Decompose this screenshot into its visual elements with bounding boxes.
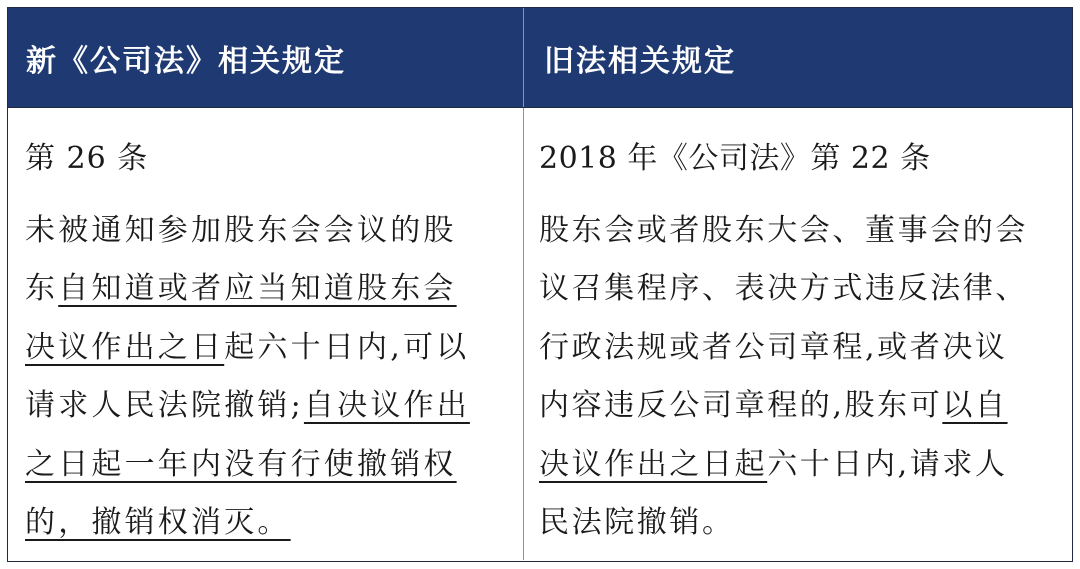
comparison-table (7, 7, 1073, 562)
text-segment: 民法院撤销。 (539, 505, 735, 540)
old-law-line-5 (539, 436, 1072, 495)
header-old-law: 旧法相关规定 (544, 43, 736, 79)
text-segment: 东 (25, 271, 59, 306)
old-law-article: 2018 年《公司法》第 22 条 (539, 141, 931, 176)
old-law-cell (524, 108, 1072, 560)
old-law-line-2 (539, 260, 1072, 319)
table-header (8, 8, 1072, 108)
underlined-segment: 自知道或者应当知道股东会 (58, 271, 457, 306)
text-segment: 行政法规或者公司章程,或者决议 (539, 329, 1008, 365)
table-body (8, 108, 1072, 560)
text-segment: 议召集程序、表决方式违反法律、 (539, 271, 1028, 306)
header-new-law: 新《公司法》相关规定 (8, 8, 524, 107)
new-law-line-4 (25, 377, 523, 436)
new-law-cell (8, 108, 524, 560)
new-law-article: 第 26 条 (25, 141, 149, 176)
new-law-line-1 (25, 202, 523, 261)
text-segment: 股东会或者股东大会、董事会的会 (539, 212, 1028, 248)
old-law-line-4 (539, 377, 1072, 436)
text-segment: 六十日内,请求人 (767, 446, 1008, 482)
new-law-line-3 (25, 319, 523, 378)
underlined-segment: 决议作出之日起 (539, 446, 768, 482)
underlined-segment: 决议作出之日 (25, 329, 225, 365)
new-law-line-6 (25, 494, 523, 553)
old-law-line-1 (539, 202, 1072, 261)
new-law-line-5 (25, 436, 523, 495)
text-segment: 起六十日内,可以 (224, 329, 470, 365)
underlined-segment: 以自 (942, 388, 1008, 423)
underlined-segment: 之日起一年内没有行使撤销权 (25, 446, 457, 482)
new-law-line-2 (25, 260, 523, 319)
text-segment: 内容违反公司章程的,股东可 (539, 388, 943, 423)
underlined-segment: 的，撤销权消灭。 (25, 505, 291, 540)
old-law-line-3 (539, 319, 1072, 378)
underlined-segment: 自决议作出 (303, 388, 470, 423)
text-segment: 未被通知参加股东会会议的股 (25, 212, 457, 248)
text-segment: 请求人民法院撤销; (25, 388, 304, 423)
old-law-line-6 (539, 494, 1072, 553)
